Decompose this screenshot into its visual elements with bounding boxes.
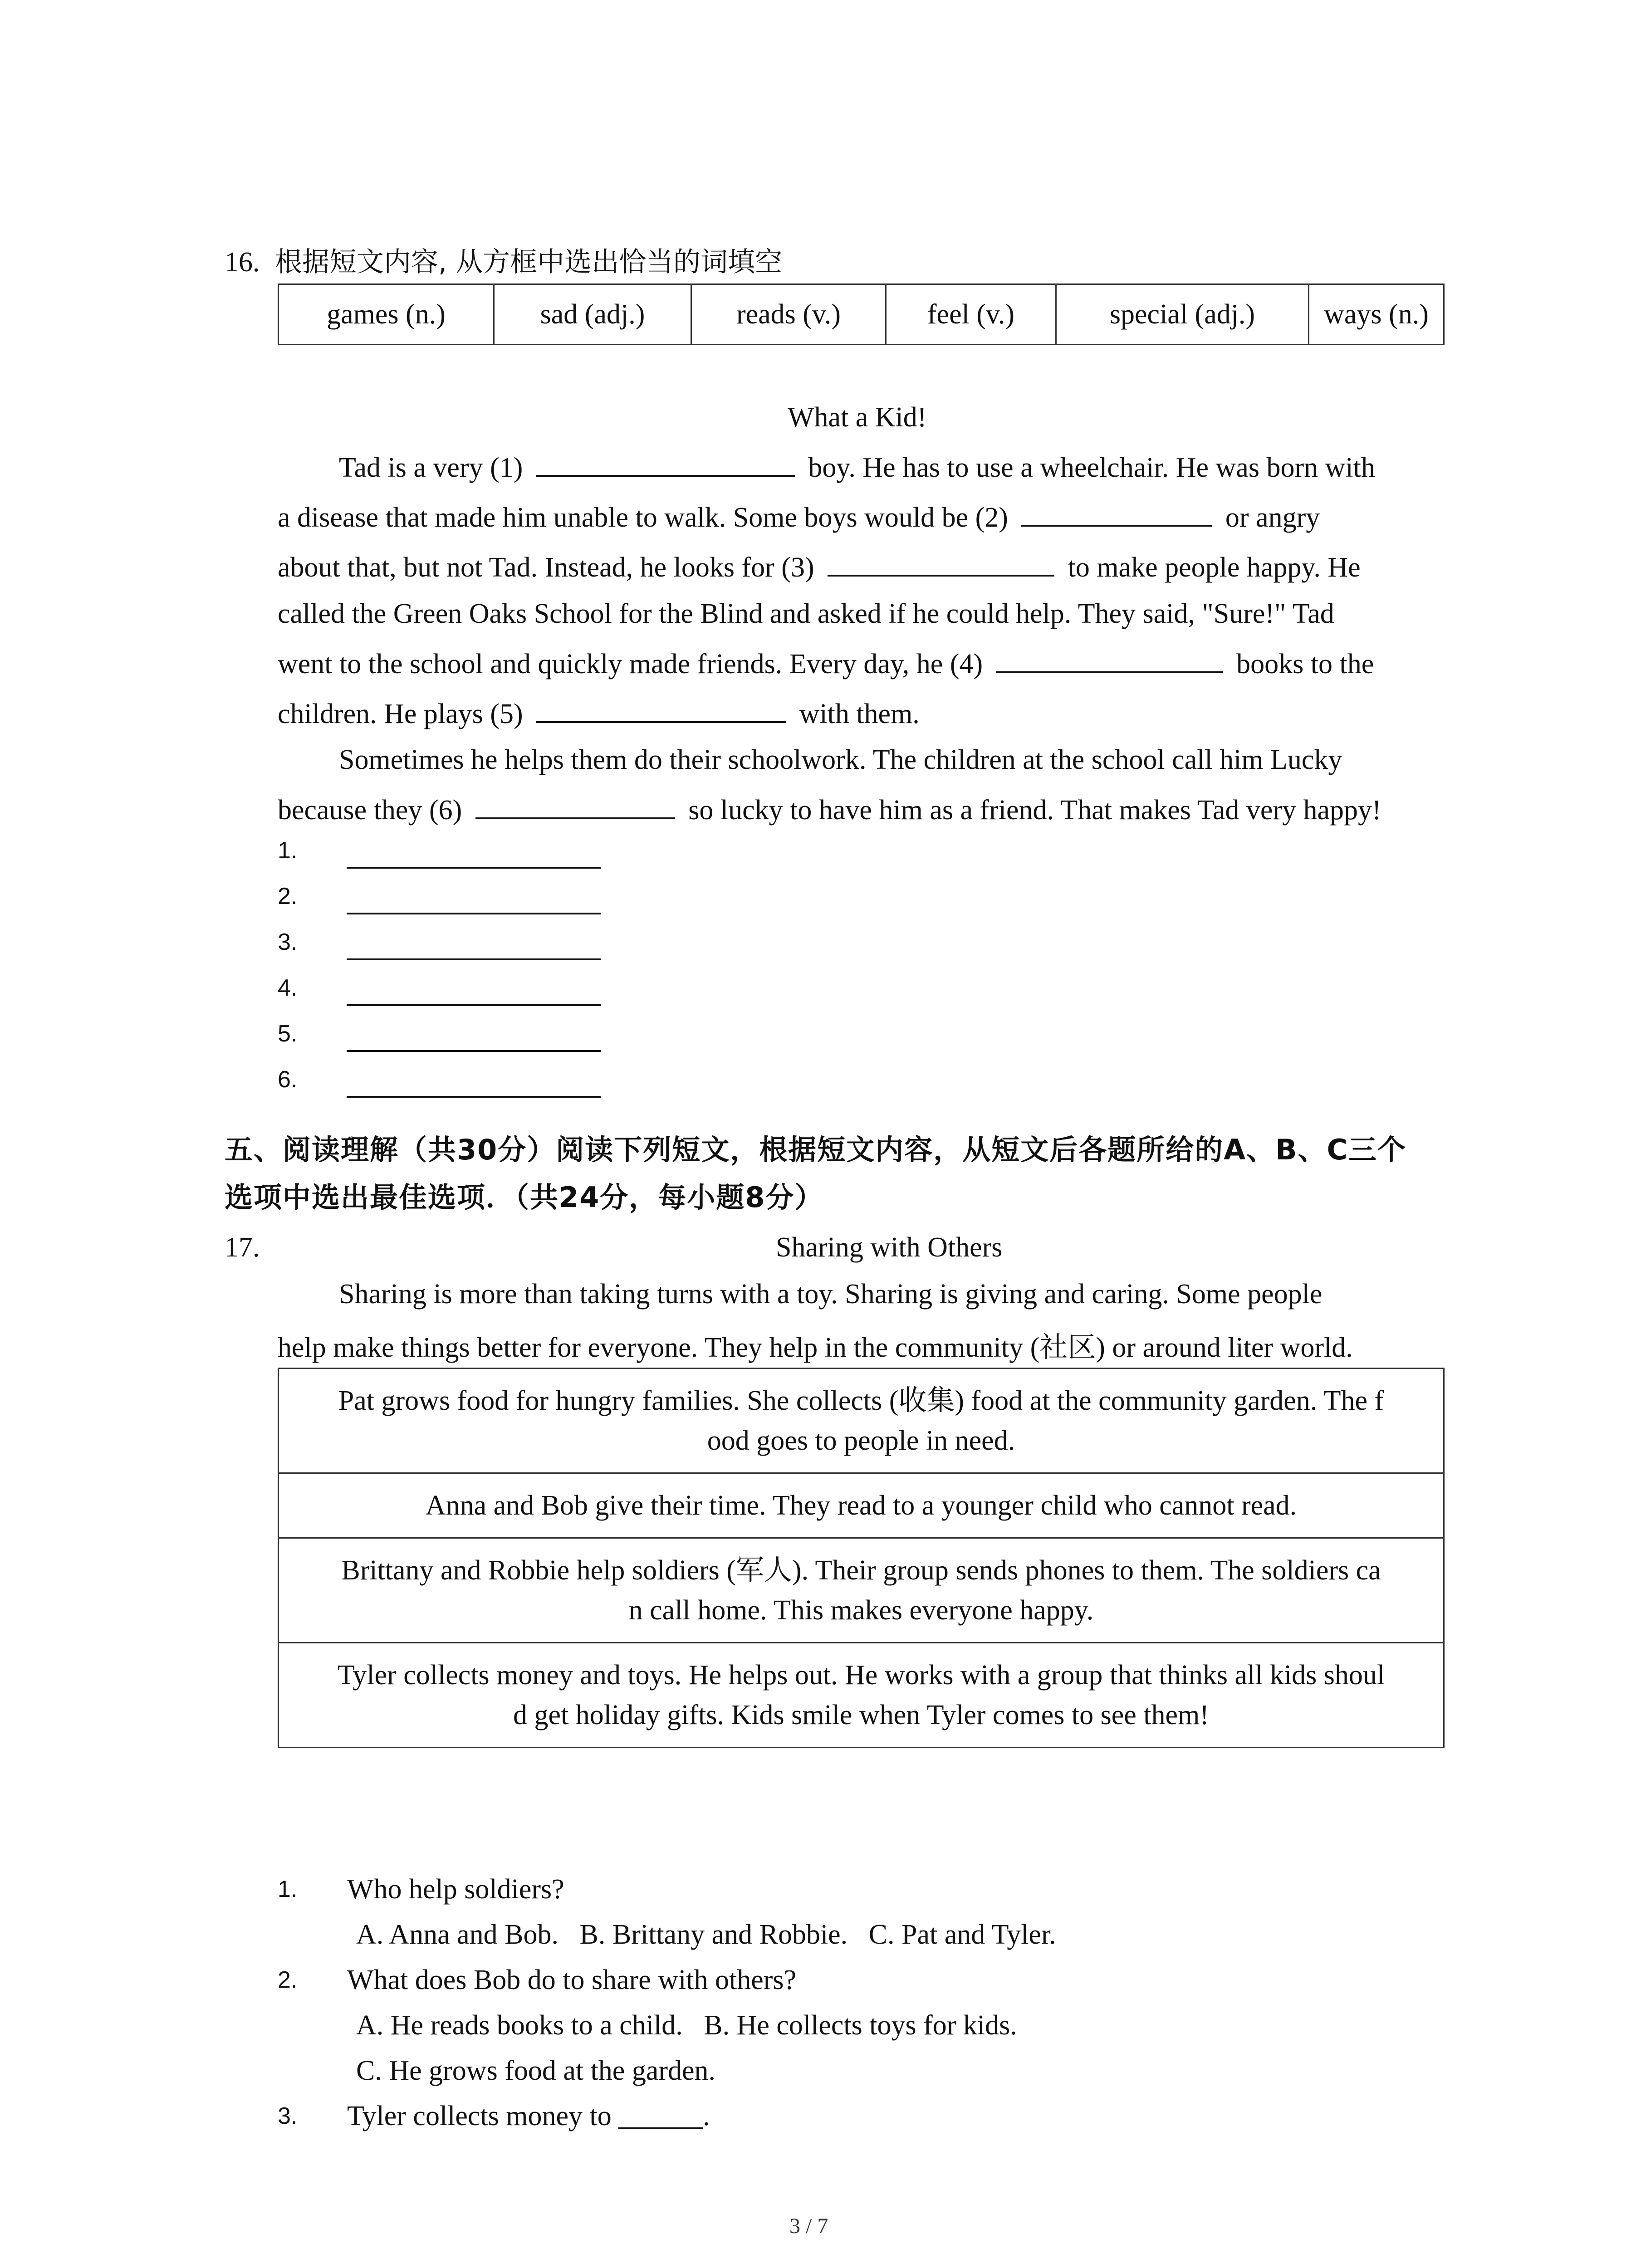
question-options: A. Anna and Bob. B. Brittany and Robbie. C. Pat and Tyler. xyxy=(356,1919,1056,1950)
passage-text: books to the xyxy=(1236,649,1374,679)
question-number: 1. xyxy=(278,1876,298,1902)
story-cell xyxy=(279,1473,1444,1538)
story-text: Tyler collects money and toys. He helps out. He works with a group that thinks all kids shoul xyxy=(337,1660,1385,1691)
answer-input-line[interactable] xyxy=(347,1096,601,1098)
passage-line xyxy=(278,648,1374,680)
question-number: 17. xyxy=(225,1232,260,1263)
passage-text: to make people happy. He xyxy=(1068,552,1361,583)
story-text: d get holiday gifts. Kids smile when Tyler comes to see them! xyxy=(513,1700,1209,1730)
story-row xyxy=(279,1643,1444,1748)
passage-line: Sharing is more than taking turns with a toy. Sharing is giving and caring. Some people xyxy=(339,1279,1323,1310)
answer-blank[interactable] xyxy=(536,698,786,723)
answer-blank[interactable] xyxy=(475,794,675,819)
story-row xyxy=(279,1473,1444,1538)
passage-text: or angry xyxy=(1225,502,1320,533)
answer-number: 3. xyxy=(278,929,298,955)
answer-blank[interactable] xyxy=(828,551,1054,577)
question-options: A. He reads books to a child. B. He collects toys for kids. xyxy=(356,2010,1017,2041)
passage-title: What a Kid! xyxy=(788,402,927,433)
answer-input-line[interactable] xyxy=(347,1050,601,1052)
answer-number: 1. xyxy=(278,837,298,864)
story-row xyxy=(279,1369,1444,1473)
answer-blank[interactable] xyxy=(1021,501,1212,527)
story-row xyxy=(279,1538,1444,1643)
question-text: Who help soldiers? xyxy=(347,1874,564,1905)
answer-input-line[interactable] xyxy=(347,867,601,869)
page-number: 3 / 7 xyxy=(789,2214,828,2238)
passage-line: help make things better for everyone. They help in the community (社区) or around liter world. xyxy=(278,1332,1353,1363)
passage-text: boy. He has to use a wheelchair. He was born with xyxy=(808,452,1375,483)
answer-input-line[interactable] xyxy=(347,1004,601,1006)
answer-input-line[interactable] xyxy=(347,958,601,960)
passage-text: children. He plays (5) xyxy=(278,699,523,729)
passage-line xyxy=(278,794,1381,826)
section-heading: 选项中选出最佳选项．（共24分，每小题8分） xyxy=(225,1181,824,1214)
question-text: Tyler collects money to ______. xyxy=(347,2101,710,2131)
passage-text: went to the school and quickly made friends. Every day, he (4) xyxy=(278,649,983,679)
answer-number: 2. xyxy=(278,883,298,909)
question-number: 16. xyxy=(225,247,260,278)
story-cell xyxy=(279,1538,1444,1643)
answer-blank[interactable] xyxy=(996,648,1223,673)
word-box-cell: sad (adj.) xyxy=(494,284,691,345)
word-box-cell: reads (v.) xyxy=(691,284,886,345)
passage-line xyxy=(278,698,920,730)
passage-title: Sharing with Others xyxy=(776,1232,1003,1263)
story-text: ood goes to people in need. xyxy=(707,1425,1015,1456)
answer-number: 5. xyxy=(278,1021,298,1047)
passage-text: with them. xyxy=(799,699,920,729)
answer-number: 6. xyxy=(278,1066,298,1093)
passage-text: Tad is a very (1) xyxy=(339,452,523,483)
question-16-header xyxy=(225,240,782,279)
story-text: n call home. This makes everyone happy. xyxy=(628,1595,1094,1626)
passage-line: Sometimes he helps them do their schoolwork. The children at the school call him Lucky xyxy=(339,744,1342,775)
question-number: 3. xyxy=(278,2103,298,2129)
passage-line xyxy=(278,501,1320,534)
story-text: Brittany and Robbie help soldiers (军人). Their group sends phones to them. The soldiers ca xyxy=(341,1555,1381,1586)
passage-text: a disease that made him unable to walk. Some boys would be (2) xyxy=(278,502,1008,533)
story-cell xyxy=(279,1643,1444,1748)
passage-line: called the Green Oaks School for the Blind and asked if he could help. They said, "Sure!" Tad xyxy=(278,598,1334,629)
passage-text: about that, but not Tad. Instead, he looks for (3) xyxy=(278,552,814,583)
passage-text: so lucky to have him as a friend. That makes Tad very happy! xyxy=(688,795,1381,826)
question-number: 2. xyxy=(278,1967,298,1993)
word-box xyxy=(278,284,1445,345)
story-cell xyxy=(279,1369,1444,1473)
story-text: Pat grows food for hungry families. She collects (收集) food at the community garden. The f xyxy=(338,1385,1384,1416)
question-instruction: 根据短文内容, 从方框中选出恰当的词填空 xyxy=(275,246,783,278)
answer-number: 4. xyxy=(278,975,298,1001)
answer-blank[interactable] xyxy=(536,451,795,477)
word-box-cell: special (adj.) xyxy=(1056,284,1309,345)
answer-input-line[interactable] xyxy=(347,913,601,914)
word-box-cell: games (n.) xyxy=(279,284,494,345)
passage-line xyxy=(278,551,1361,584)
word-box-cell: feel (v.) xyxy=(886,284,1056,345)
stories-table xyxy=(278,1368,1445,1748)
section-heading: 五、阅读理解（共30分）阅读下列短文，根据短文内容，从短文后各题所给的A、B、C三个 xyxy=(225,1133,1407,1166)
question-text: What does Bob do to share with others? xyxy=(347,1965,797,1995)
story-text: Anna and Bob give their time. They read to a younger child who cannot read. xyxy=(425,1490,1297,1521)
passage-line xyxy=(339,451,1375,484)
word-box-cell: ways (n.) xyxy=(1309,284,1444,345)
passage-text: because they (6) xyxy=(278,795,462,826)
question-options: C. He grows food at the garden. xyxy=(356,2055,716,2086)
